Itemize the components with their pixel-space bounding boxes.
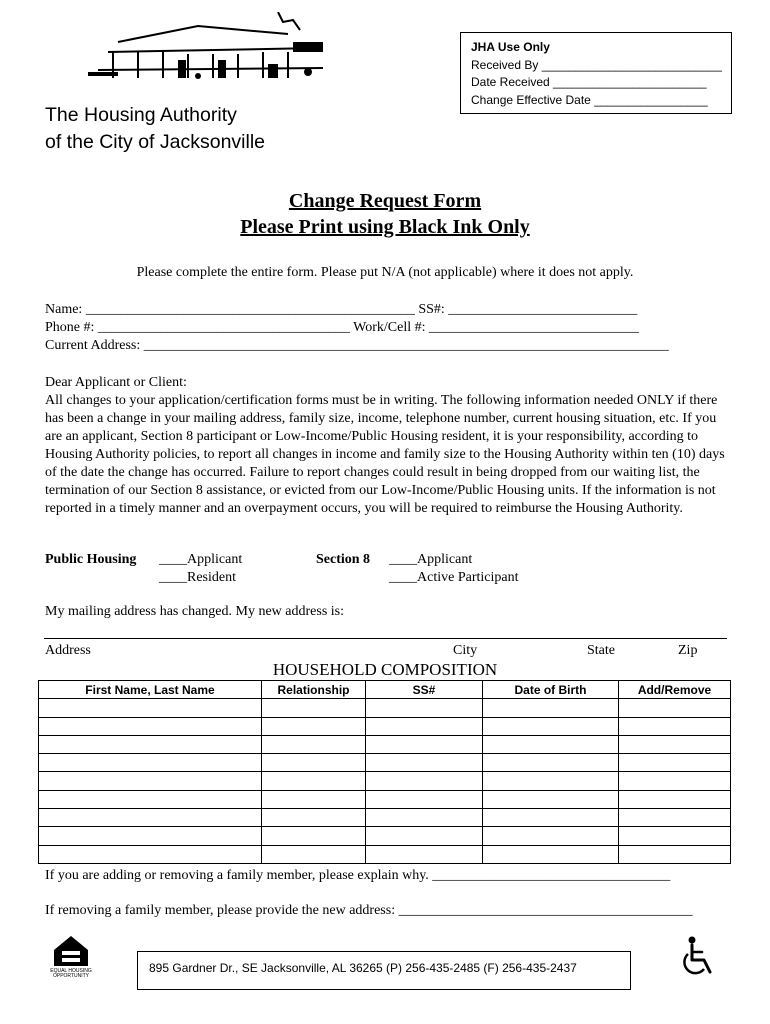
section8-options <box>316 551 518 587</box>
table-cell[interactable] <box>39 790 262 808</box>
received-by-field: Received By ___________________________ <box>471 57 722 72</box>
table-cell[interactable] <box>619 735 731 753</box>
new-address-line[interactable] <box>44 638 727 639</box>
table-cell[interactable] <box>483 699 619 717</box>
table-cell[interactable] <box>483 845 619 863</box>
city-label: City <box>453 643 478 658</box>
public-housing-label: Public Housing <box>45 552 137 567</box>
table-cell[interactable] <box>262 699 366 717</box>
form-title-main: Change Request Form <box>288 190 482 212</box>
address-label: Address <box>45 643 91 658</box>
table-row <box>39 790 731 808</box>
table-cell[interactable] <box>366 772 483 790</box>
zip-label: Zip <box>678 643 698 658</box>
current-address-field[interactable]: Current Address: ___________________________________________________________________________ <box>45 338 669 353</box>
table-cell[interactable] <box>366 827 483 845</box>
form-title-subtitle: Please Print using Black Ink Only <box>240 216 530 238</box>
letter-text <box>45 374 725 518</box>
phone-workcell-field[interactable]: Phone #: ____________________________________ Work/Cell #: ______________________________ <box>45 320 640 335</box>
jha-use-only-box <box>460 32 732 114</box>
letter-greeting: Dear Applicant or Client: <box>45 375 187 390</box>
table-cell[interactable] <box>619 809 731 827</box>
table-cell[interactable] <box>483 735 619 753</box>
adding-removing-reason-field[interactable]: If you are adding or removing a family member, please explain why. __________________________________ <box>45 868 671 883</box>
table-cell[interactable] <box>483 754 619 772</box>
mailing-address-text: My mailing address has changed. My new address is: <box>45 604 344 619</box>
table-cell[interactable] <box>483 827 619 845</box>
wheelchair-accessible-icon <box>680 936 718 978</box>
table-cell[interactable] <box>619 754 731 772</box>
table-cell[interactable] <box>262 754 366 772</box>
table-cell[interactable] <box>619 772 731 790</box>
table-row <box>39 809 731 827</box>
col-dob-header: Date of Birth <box>483 681 619 699</box>
table-row <box>39 845 731 863</box>
section8-applicant-option[interactable]: ____Applicant <box>389 552 473 567</box>
table-cell[interactable] <box>483 717 619 735</box>
section8-label: Section 8 <box>316 552 371 567</box>
table-cell[interactable] <box>366 845 483 863</box>
table-cell[interactable] <box>39 735 262 753</box>
removed-member-address-field[interactable]: If removing a family member, please provide the new address: __________________________________________ <box>45 903 693 918</box>
table-cell[interactable] <box>619 827 731 845</box>
table-cell[interactable] <box>262 827 366 845</box>
table-cell[interactable] <box>619 845 731 863</box>
col-add-remove-header: Add/Remove <box>619 681 731 699</box>
table-cell[interactable] <box>262 772 366 790</box>
public-housing-applicant-option[interactable]: ____Applicant <box>159 552 243 567</box>
table-cell[interactable] <box>619 717 731 735</box>
jha-box-title: JHA Use Only <box>471 40 550 54</box>
household-table <box>38 680 731 864</box>
table-row <box>39 717 731 735</box>
footer-address-text: 895 Gardner Dr., SE Jacksonville, AL 36265 (P) 256-435-2485 (F) 256-435-2437 <box>149 961 577 975</box>
col-relationship-header: Relationship <box>262 681 366 699</box>
footer-contact-box <box>137 951 631 990</box>
table-cell[interactable] <box>39 772 262 790</box>
col-name-header: First Name, Last Name <box>39 681 262 699</box>
eho-text-line2: OPPORTUNITY <box>52 973 90 978</box>
form-title <box>0 188 770 240</box>
name-ss-field[interactable]: Name: _______________________________________________ SS#: ___________________________ <box>45 302 638 317</box>
table-row <box>39 827 731 845</box>
section8-active-participant-option[interactable]: ____Active Participant <box>389 570 519 585</box>
change-effective-date-field: Change Effective Date _________________ <box>471 92 708 107</box>
table-cell[interactable] <box>366 809 483 827</box>
table-cell[interactable] <box>39 717 262 735</box>
table-cell[interactable] <box>366 717 483 735</box>
table-cell[interactable] <box>483 809 619 827</box>
form-instruction: Please complete the entire form. Please put N/A (not applicable) where it does not apply. <box>136 265 634 280</box>
table-cell[interactable] <box>39 699 262 717</box>
table-cell[interactable] <box>262 735 366 753</box>
table-cell[interactable] <box>39 827 262 845</box>
public-housing-resident-option[interactable]: ____Resident <box>159 570 236 585</box>
table-cell[interactable] <box>366 754 483 772</box>
table-cell[interactable] <box>366 699 483 717</box>
date-received-field: Date Received _______________________ <box>471 75 707 89</box>
table-cell[interactable] <box>483 790 619 808</box>
state-label: State <box>587 643 615 658</box>
table-cell[interactable] <box>366 790 483 808</box>
table-row <box>39 754 731 772</box>
table-cell[interactable] <box>262 809 366 827</box>
letter-body: All changes to your application/certification forms must be in writing. The following information needed ONLY if there has been a change in your mailing address, family size, income, telephone number, current housing situation, etc. If you are an applicant, Section 8 participant or Low-Income/Public Housing resident, it is your responsibility, according to Housing Authority policies, to report all changes in income and family size to the Housing Authority within ten (10) days of the date the change has occurred. Failure to report changes could result in being dropped from our waiting list, the termination of our Section 8 assistance, or evicted from our Low-Income/Public Housing units. If the information is not reported in a timely manner and an overpayment occurs, you will be required to reimburse the Housing Authority. <box>45 393 725 516</box>
table-cell[interactable] <box>262 790 366 808</box>
housing-authority-logo <box>78 12 328 94</box>
table-row <box>39 699 731 717</box>
table-cell[interactable] <box>483 772 619 790</box>
household-composition-title: HOUSEHOLD COMPOSITION <box>272 660 498 679</box>
table-cell[interactable] <box>39 754 262 772</box>
equal-housing-opportunity-icon <box>48 932 94 978</box>
eho-text-line1: EQUAL HOUSING <box>50 968 92 974</box>
table-cell[interactable] <box>262 717 366 735</box>
table-cell[interactable] <box>619 790 731 808</box>
table-cell[interactable] <box>366 735 483 753</box>
table-cell[interactable] <box>39 809 262 827</box>
table-cell[interactable] <box>262 845 366 863</box>
table-header-row <box>39 681 731 699</box>
table-row <box>39 735 731 753</box>
organization-name <box>45 102 265 156</box>
public-housing-options <box>45 551 242 587</box>
table-cell[interactable] <box>39 845 262 863</box>
organization-line1: The Housing Authority <box>45 104 237 126</box>
col-ss-header: SS# <box>366 681 483 699</box>
table-row <box>39 772 731 790</box>
organization-line2: of the City of Jacksonville <box>45 131 266 153</box>
table-cell[interactable] <box>619 699 731 717</box>
